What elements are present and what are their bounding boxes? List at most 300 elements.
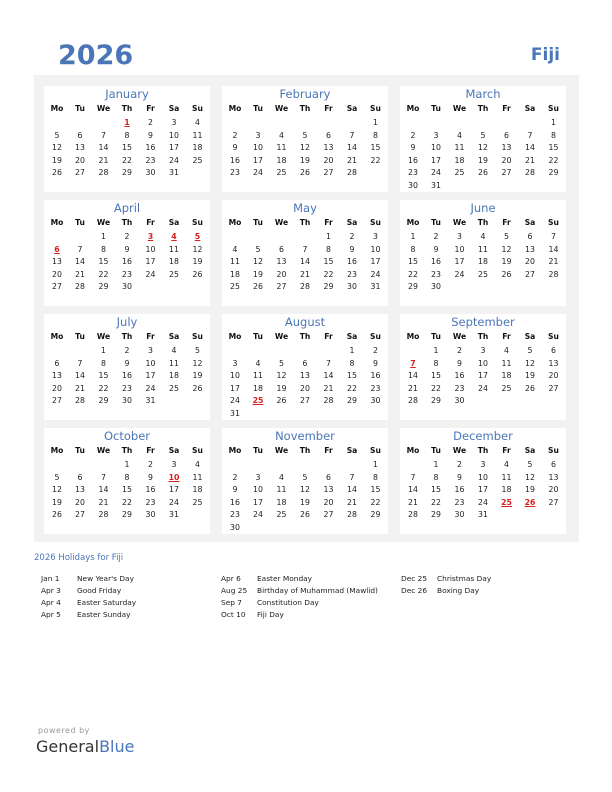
day-cell: 6 bbox=[551, 460, 556, 469]
day-cell: 30 bbox=[122, 282, 132, 292]
weekday-label: Tu bbox=[431, 332, 441, 341]
day-cell: 19 bbox=[192, 257, 203, 267]
day-cell: 13 bbox=[75, 485, 85, 495]
day-cell: 20 bbox=[52, 383, 62, 393]
day-cell: 24 bbox=[230, 396, 240, 406]
month-may bbox=[222, 200, 388, 306]
month-name: December bbox=[453, 429, 513, 443]
holidays-title: 2026 Holidays for Fiji bbox=[34, 553, 124, 563]
day-cell: 10 bbox=[370, 244, 381, 254]
day-cell: 1 bbox=[410, 232, 416, 241]
day-cell: 28 bbox=[347, 510, 357, 520]
day-cell: 9 bbox=[410, 143, 416, 153]
day-cell: 12 bbox=[253, 257, 263, 267]
day-cell: 3 bbox=[480, 346, 486, 355]
weekday-label: Mo bbox=[406, 104, 420, 113]
day-cell: 27 bbox=[75, 510, 85, 520]
weekday-label: Tu bbox=[431, 104, 441, 113]
day-cell: 8 bbox=[551, 130, 556, 140]
weekday-label: We bbox=[96, 332, 111, 341]
weekday-label: Fr bbox=[324, 446, 333, 455]
day-cell: 11 bbox=[276, 143, 287, 153]
day-cell: 17 bbox=[253, 155, 263, 165]
day-cell: 29 bbox=[431, 510, 441, 520]
day-cell: 29 bbox=[323, 282, 334, 292]
day-cell: 1 bbox=[433, 346, 439, 355]
day-cell: 5 bbox=[255, 244, 261, 254]
day-cell: 9 bbox=[124, 244, 130, 254]
weekday-label: Th bbox=[477, 218, 489, 227]
day-cell: 30 bbox=[454, 510, 465, 520]
day-cell: 5 bbox=[302, 472, 308, 482]
day-cell: 9 bbox=[124, 358, 130, 368]
day-cell: 21 bbox=[75, 269, 85, 279]
weekday-label: Th bbox=[121, 446, 133, 455]
holiday-day-cell: 1 bbox=[124, 118, 130, 127]
holiday-name: Good Friday bbox=[77, 586, 122, 595]
day-cell: 7 bbox=[551, 232, 556, 241]
weekday-label: We bbox=[274, 446, 289, 455]
weekday-label: Sa bbox=[346, 218, 358, 227]
day-cell: 10 bbox=[145, 358, 156, 368]
day-cell: 1 bbox=[101, 232, 106, 241]
weekday-label: Su bbox=[192, 446, 203, 455]
day-cell: 5 bbox=[480, 130, 486, 140]
day-cell: 17 bbox=[253, 497, 263, 507]
generalblue-logo[interactable] bbox=[36, 737, 134, 756]
day-cell: 15 bbox=[122, 485, 132, 495]
day-cell: 14 bbox=[548, 244, 559, 254]
day-cell: 13 bbox=[300, 371, 310, 381]
day-cell: 15 bbox=[323, 257, 334, 267]
weekday-label: Tu bbox=[253, 446, 263, 455]
day-cell: 26 bbox=[300, 510, 310, 520]
day-cell: 16 bbox=[145, 485, 156, 495]
day-cell: 1 bbox=[349, 346, 355, 355]
day-cell: 27 bbox=[323, 510, 334, 520]
day-cell: 30 bbox=[431, 282, 441, 292]
day-cell: 9 bbox=[232, 485, 238, 495]
weekday-label: We bbox=[452, 446, 467, 455]
day-cell: 6 bbox=[504, 130, 509, 140]
day-cell: 16 bbox=[370, 371, 381, 381]
day-cell: 30 bbox=[145, 510, 156, 520]
weekday-label: Th bbox=[299, 104, 311, 113]
month-name: January bbox=[105, 87, 149, 101]
day-cell: 19 bbox=[300, 497, 310, 507]
day-cell: 5 bbox=[195, 346, 200, 355]
holiday-day-cell: 5 bbox=[194, 232, 201, 241]
day-cell: 3 bbox=[232, 358, 238, 368]
holiday-date: Apr 6 bbox=[221, 574, 241, 583]
day-cell: 13 bbox=[525, 244, 535, 254]
holiday-name: Constitution Day bbox=[257, 598, 319, 607]
day-cell: 4 bbox=[255, 358, 261, 368]
day-cell: 24 bbox=[478, 497, 488, 507]
holiday-day-cell: 25 bbox=[501, 497, 512, 507]
day-cell: 31 bbox=[478, 510, 488, 520]
day-cell: 25 bbox=[192, 155, 203, 165]
weekday-label: Mo bbox=[50, 218, 64, 227]
day-cell: 13 bbox=[52, 371, 62, 381]
day-cell: 5 bbox=[527, 346, 533, 355]
day-cell: 9 bbox=[349, 244, 355, 254]
day-cell: 13 bbox=[276, 257, 287, 267]
day-cell: 31 bbox=[145, 396, 156, 406]
day-cell: 27 bbox=[52, 396, 62, 406]
day-cell: 9 bbox=[457, 472, 462, 482]
month-name: June bbox=[470, 201, 496, 215]
day-cell: 23 bbox=[370, 383, 381, 393]
weekday-header bbox=[222, 332, 388, 344]
day-cell: 30 bbox=[370, 396, 381, 406]
day-cell: 25 bbox=[501, 383, 512, 393]
day-cell: 27 bbox=[276, 282, 287, 292]
day-cell: 13 bbox=[323, 143, 334, 153]
day-cell: 4 bbox=[279, 472, 284, 482]
day-cell: 10 bbox=[431, 143, 441, 153]
day-cell: 28 bbox=[300, 282, 310, 292]
day-cell: 26 bbox=[192, 269, 203, 279]
day-cell: 22 bbox=[408, 269, 418, 279]
weekday-label: Sa bbox=[168, 332, 180, 341]
day-cell: 8 bbox=[101, 244, 106, 254]
day-cell: 24 bbox=[145, 383, 156, 393]
day-cell: 1 bbox=[124, 460, 130, 469]
day-cell: 3 bbox=[255, 130, 261, 140]
day-cell: 4 bbox=[279, 130, 284, 140]
day-cell: 26 bbox=[478, 168, 488, 178]
holiday-name: Fiji Day bbox=[257, 610, 284, 619]
day-cell: 19 bbox=[300, 155, 310, 165]
day-cell: 2 bbox=[457, 460, 462, 469]
day-cell: 19 bbox=[501, 257, 512, 267]
day-cell: 27 bbox=[525, 269, 535, 279]
day-cell: 18 bbox=[169, 257, 179, 267]
day-cell: 5 bbox=[279, 358, 284, 368]
day-cell: 17 bbox=[431, 155, 441, 165]
day-cell: 15 bbox=[408, 257, 418, 267]
day-cell: 6 bbox=[77, 472, 83, 482]
day-cell: 13 bbox=[501, 143, 512, 153]
month-name: February bbox=[279, 87, 331, 101]
day-cell: 22 bbox=[323, 269, 334, 279]
day-cell: 19 bbox=[52, 155, 62, 165]
holiday-name: New Year's Day bbox=[77, 574, 134, 583]
day-cell: 10 bbox=[478, 358, 488, 368]
weekday-label: We bbox=[274, 218, 289, 227]
day-cell: 8 bbox=[410, 244, 416, 254]
day-cell: 29 bbox=[548, 168, 559, 178]
day-cell: 7 bbox=[410, 472, 416, 482]
weekday-label: Su bbox=[370, 446, 381, 455]
holiday-day-cell: 10 bbox=[168, 472, 180, 482]
holiday-day-cell: 26 bbox=[524, 497, 536, 507]
month-february bbox=[222, 86, 388, 192]
day-cell: 23 bbox=[347, 269, 357, 279]
day-cell: 21 bbox=[525, 155, 535, 165]
day-cell: 18 bbox=[169, 371, 179, 381]
day-cell: 24 bbox=[370, 269, 381, 279]
day-cell: 8 bbox=[326, 244, 331, 254]
day-cell: 11 bbox=[192, 472, 203, 482]
weekday-label: Th bbox=[299, 218, 311, 227]
weekday-label: Fr bbox=[502, 332, 511, 341]
day-cell: 30 bbox=[145, 168, 156, 178]
day-cell: 10 bbox=[454, 244, 465, 254]
day-cell: 31 bbox=[169, 510, 179, 520]
day-cell: 29 bbox=[431, 396, 441, 406]
day-cell: 19 bbox=[525, 371, 535, 381]
month-september bbox=[400, 314, 566, 420]
month-name: May bbox=[293, 201, 317, 215]
day-cell: 14 bbox=[347, 143, 357, 153]
day-cell: 6 bbox=[54, 358, 60, 368]
day-cell: 22 bbox=[98, 383, 109, 393]
day-cell: 20 bbox=[75, 155, 85, 165]
day-cell: 2 bbox=[148, 460, 153, 469]
day-cell: 24 bbox=[145, 269, 156, 279]
day-cell: 10 bbox=[253, 485, 263, 495]
day-cell: 10 bbox=[230, 371, 240, 381]
month-name: April bbox=[113, 201, 141, 215]
day-cell: 11 bbox=[169, 244, 179, 254]
day-cell: 16 bbox=[230, 497, 240, 507]
weekday-label: Mo bbox=[228, 332, 242, 341]
weekday-label: Su bbox=[370, 218, 381, 227]
weekday-header bbox=[222, 446, 388, 458]
holiday-date: Jan 1 bbox=[41, 574, 60, 583]
day-cell: 15 bbox=[431, 485, 441, 495]
day-cell: 18 bbox=[276, 155, 287, 165]
weekday-label: Fr bbox=[324, 218, 333, 227]
day-cell: 15 bbox=[548, 143, 559, 153]
day-cell: 12 bbox=[192, 244, 203, 254]
weekday-label: Fr bbox=[502, 218, 511, 227]
day-cell: 6 bbox=[551, 346, 556, 355]
day-cell: 22 bbox=[431, 497, 441, 507]
day-cell: 21 bbox=[548, 257, 559, 267]
day-cell: 29 bbox=[408, 282, 418, 292]
day-cell: 25 bbox=[276, 168, 287, 178]
day-cell: 14 bbox=[98, 143, 109, 153]
day-cell: 26 bbox=[525, 383, 535, 393]
weekday-label: Su bbox=[548, 104, 559, 113]
day-cell: 2 bbox=[373, 346, 378, 355]
day-cell: 14 bbox=[408, 371, 418, 381]
day-cell: 21 bbox=[347, 155, 357, 165]
weekday-label: Fr bbox=[324, 332, 333, 341]
day-cell: 11 bbox=[169, 358, 179, 368]
day-cell: 12 bbox=[276, 371, 287, 381]
day-cell: 25 bbox=[276, 510, 287, 520]
day-cell: 29 bbox=[370, 510, 381, 520]
weekday-label: Tu bbox=[253, 218, 263, 227]
holiday-name: Christmas Day bbox=[437, 574, 492, 583]
weekday-label: Tu bbox=[431, 446, 441, 455]
holiday-date: Sep 7 bbox=[221, 598, 242, 607]
day-cell: 20 bbox=[548, 371, 559, 381]
day-cell: 20 bbox=[323, 497, 334, 507]
day-cell: 15 bbox=[370, 485, 381, 495]
day-cell: 18 bbox=[253, 383, 263, 393]
month-december bbox=[400, 428, 566, 534]
weekday-label: Su bbox=[370, 332, 381, 341]
day-cell: 12 bbox=[300, 485, 310, 495]
holiday-name: Easter Sunday bbox=[77, 610, 131, 619]
weekday-header bbox=[400, 104, 566, 116]
weekday-label: Th bbox=[477, 446, 489, 455]
day-cell: 30 bbox=[454, 396, 465, 406]
weekday-label: Sa bbox=[168, 446, 180, 455]
weekday-label: Fr bbox=[146, 104, 155, 113]
month-name: September bbox=[451, 315, 515, 329]
day-cell: 25 bbox=[169, 383, 179, 393]
weekday-header bbox=[44, 218, 210, 230]
month-january bbox=[44, 86, 210, 192]
day-cell: 12 bbox=[192, 358, 203, 368]
day-cell: 7 bbox=[326, 358, 331, 368]
day-cell: 17 bbox=[478, 485, 488, 495]
weekday-header bbox=[44, 104, 210, 116]
day-cell: 20 bbox=[300, 383, 310, 393]
day-cell: 23 bbox=[431, 269, 441, 279]
day-cell: 19 bbox=[525, 485, 535, 495]
weekday-label: Mo bbox=[406, 218, 420, 227]
day-cell: 9 bbox=[148, 130, 153, 140]
day-cell: 6 bbox=[326, 472, 331, 482]
day-cell: 22 bbox=[370, 155, 381, 165]
weekday-label: We bbox=[452, 104, 467, 113]
day-cell: 5 bbox=[302, 130, 308, 140]
day-cell: 15 bbox=[98, 371, 109, 381]
weekday-label: Sa bbox=[524, 218, 536, 227]
month-april bbox=[44, 200, 210, 306]
holiday-name: Easter Monday bbox=[257, 574, 313, 583]
day-cell: 25 bbox=[169, 269, 179, 279]
day-cell: 4 bbox=[480, 232, 486, 241]
weekday-label: Mo bbox=[50, 104, 64, 113]
day-cell: 17 bbox=[169, 485, 179, 495]
weekday-label: Mo bbox=[228, 218, 242, 227]
day-cell: 24 bbox=[454, 269, 465, 279]
day-cell: 2 bbox=[349, 232, 355, 241]
day-cell: 8 bbox=[433, 472, 439, 482]
year-title: 2026 bbox=[58, 40, 134, 71]
day-cell: 13 bbox=[548, 472, 559, 482]
weekday-label: Th bbox=[477, 332, 489, 341]
day-cell: 23 bbox=[230, 510, 240, 520]
weekday-label: Sa bbox=[346, 104, 358, 113]
weekday-header bbox=[222, 104, 388, 116]
weekday-label: Fr bbox=[146, 218, 155, 227]
day-cell: 11 bbox=[253, 371, 263, 381]
day-cell: 20 bbox=[323, 155, 334, 165]
day-cell: 16 bbox=[408, 155, 418, 165]
weekday-label: We bbox=[96, 446, 111, 455]
day-cell: 5 bbox=[504, 232, 509, 241]
day-cell: 23 bbox=[454, 383, 465, 393]
day-cell: 31 bbox=[370, 282, 381, 292]
weekday-label: Fr bbox=[146, 446, 155, 455]
weekday-label: Th bbox=[121, 104, 133, 113]
day-cell: 3 bbox=[457, 232, 462, 241]
day-cell: 14 bbox=[347, 485, 357, 495]
weekday-label: Mo bbox=[406, 332, 420, 341]
day-cell: 22 bbox=[370, 497, 381, 507]
day-cell: 28 bbox=[75, 396, 85, 406]
day-cell: 27 bbox=[52, 282, 62, 292]
day-cell: 25 bbox=[230, 282, 240, 292]
day-cell: 17 bbox=[145, 257, 156, 267]
day-cell: 18 bbox=[192, 485, 203, 495]
day-cell: 9 bbox=[148, 472, 153, 482]
day-cell: 4 bbox=[232, 244, 238, 254]
day-cell: 22 bbox=[98, 269, 109, 279]
day-cell: 27 bbox=[300, 396, 310, 406]
day-cell: 9 bbox=[433, 244, 439, 254]
day-cell: 24 bbox=[253, 168, 263, 178]
day-cell: 2 bbox=[410, 130, 416, 140]
weekday-label: We bbox=[274, 104, 289, 113]
day-cell: 4 bbox=[504, 460, 509, 469]
day-cell: 11 bbox=[192, 130, 203, 140]
day-cell: 2 bbox=[124, 346, 130, 355]
weekday-label: Fr bbox=[502, 446, 511, 455]
day-cell: 3 bbox=[480, 460, 486, 469]
logo-general: General bbox=[36, 737, 100, 756]
day-cell: 1 bbox=[326, 232, 331, 241]
day-cell: 24 bbox=[478, 383, 488, 393]
day-cell: 1 bbox=[551, 118, 556, 127]
month-october bbox=[44, 428, 210, 534]
day-cell: 30 bbox=[230, 523, 240, 532]
day-cell: 10 bbox=[253, 143, 263, 153]
day-cell: 11 bbox=[501, 358, 512, 368]
day-cell: 23 bbox=[408, 168, 418, 178]
day-cell: 3 bbox=[255, 472, 261, 482]
day-cell: 26 bbox=[253, 282, 263, 292]
day-cell: 29 bbox=[98, 396, 109, 406]
day-cell: 24 bbox=[169, 155, 179, 165]
weekday-label: Fr bbox=[502, 104, 511, 113]
day-cell: 7 bbox=[349, 130, 355, 140]
day-cell: 4 bbox=[171, 346, 177, 355]
day-cell: 13 bbox=[548, 358, 559, 368]
day-cell: 14 bbox=[75, 257, 85, 267]
day-cell: 10 bbox=[145, 244, 156, 254]
day-cell: 25 bbox=[478, 269, 488, 279]
day-cell: 11 bbox=[478, 244, 488, 254]
weekday-label: Th bbox=[299, 446, 311, 455]
day-cell: 22 bbox=[122, 155, 132, 165]
day-cell: 13 bbox=[75, 143, 85, 153]
day-cell: 19 bbox=[52, 497, 62, 507]
weekday-label: Mo bbox=[50, 446, 64, 455]
day-cell: 10 bbox=[169, 130, 179, 140]
day-cell: 21 bbox=[408, 383, 418, 393]
weekday-label: Sa bbox=[524, 332, 536, 341]
day-cell: 1 bbox=[433, 460, 439, 469]
holiday-date: Apr 4 bbox=[41, 598, 61, 607]
holiday-date: Dec 25 bbox=[401, 574, 428, 583]
weekday-header bbox=[44, 332, 210, 344]
weekday-label: Mo bbox=[50, 332, 64, 341]
day-cell: 16 bbox=[122, 257, 132, 267]
weekday-label: Su bbox=[548, 218, 559, 227]
day-cell: 29 bbox=[98, 282, 109, 292]
weekday-label: Su bbox=[192, 332, 203, 341]
